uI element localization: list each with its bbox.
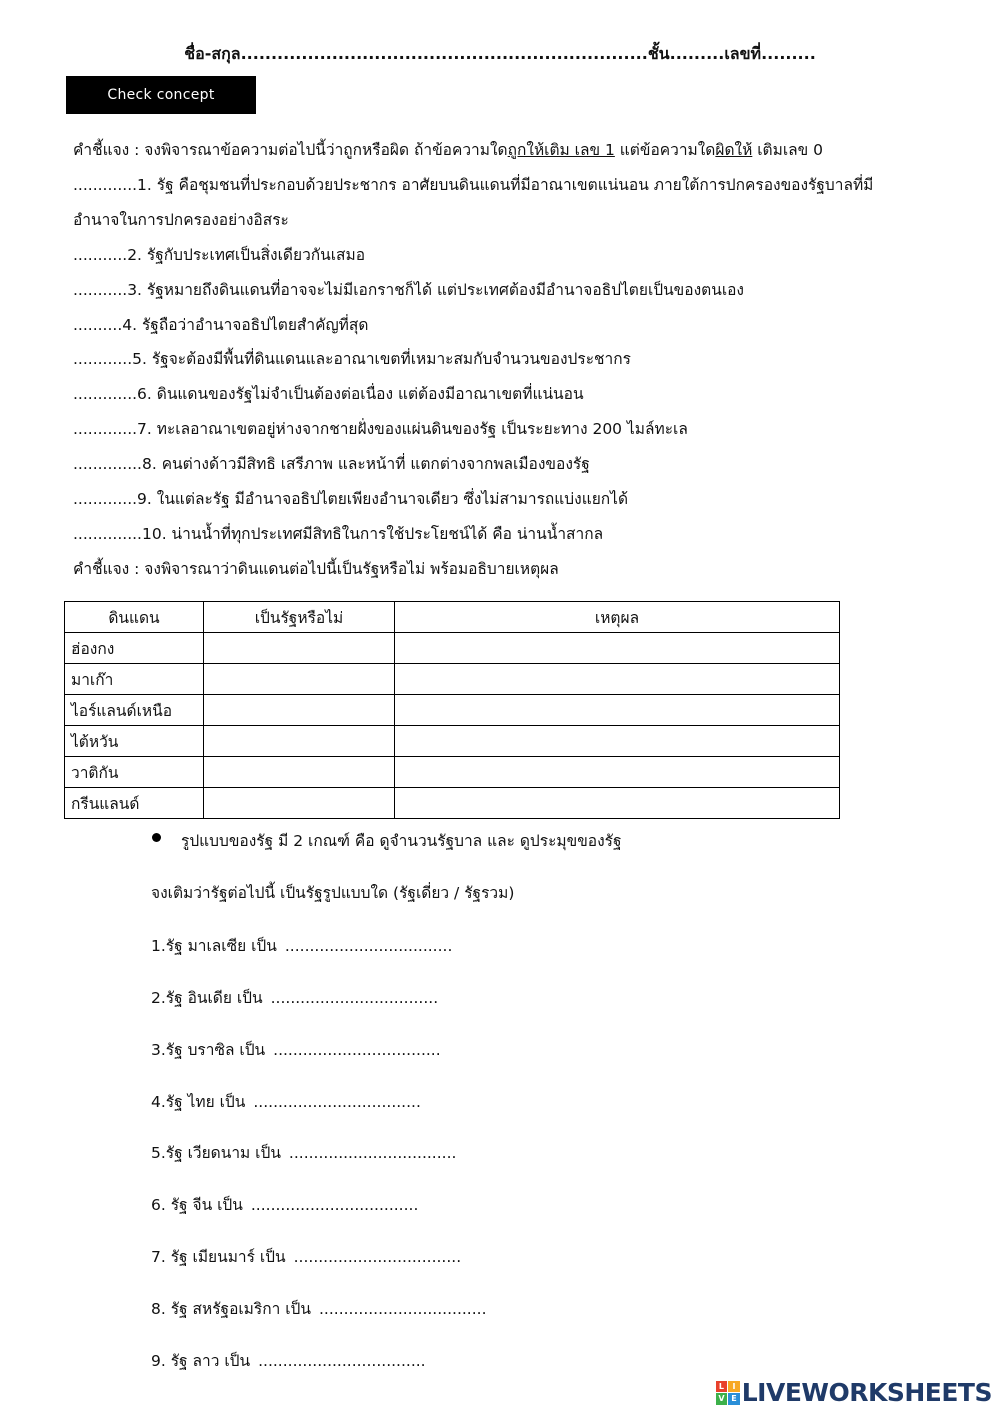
state-label: 2.รัฐ อินเดีย เป็น (151, 989, 263, 1007)
statement-8: ..............8. คนต่างด้าวมีสิทธิ เสรีภาพ และหน้าที่ แตกต่างจากพลเมืองของรัฐ (73, 455, 590, 473)
reason-input[interactable] (395, 664, 840, 695)
is-state-input[interactable] (204, 633, 395, 664)
answer-blank[interactable]: .................................. (253, 1093, 421, 1111)
reason-input[interactable] (395, 757, 840, 788)
reason-input[interactable] (395, 695, 840, 726)
answer-blank[interactable]: .................................. (318, 1300, 487, 1318)
liveworksheets-logo[interactable] (716, 1378, 992, 1407)
state-item (151, 985, 438, 1010)
name-class-number-line: ชื่อ-สกุล...................................................................ชั้น.........เลขที่......... (184, 44, 816, 63)
state-label: 8. รัฐ สหรัฐอเมริกา เป็น (151, 1300, 311, 1318)
answer-blank[interactable]: .................................. (288, 1144, 457, 1162)
is-state-input[interactable] (204, 726, 395, 757)
statement-1: .............1. รัฐ คือชุมชนที่ประกอบด้วยประชากร อาศัยบนดินแดนที่มีอาณาเขตแน่นอน ภายใต้การปกครองของรัฐบาลที่มี (73, 176, 874, 194)
answer-blank[interactable]: .................................. (250, 1196, 419, 1214)
instruction-state-form: จงเติมว่ารัฐต่อไปนี้ เป็นรัฐรูปแบบใด (รัฐเดี่ยว / รัฐรวม) (151, 884, 515, 902)
state-label: 1.รัฐ มาเลเซีย เป็น (151, 937, 277, 955)
mark-e: E (728, 1393, 740, 1405)
instruction-suffix: เติมเลข 0 (752, 141, 824, 159)
state-item (151, 1296, 487, 1321)
answer-blank[interactable]: .................................. (293, 1248, 462, 1266)
state-label: 9. รัฐ ลาว เป็น (151, 1352, 251, 1370)
territory-name: ไอร์แลนด์เหนือ (65, 695, 204, 726)
statement-2: ...........2. รัฐกับประเทศเป็นสิ่งเดียวกันเสมอ (73, 246, 366, 264)
state-item (151, 1089, 421, 1114)
territory-name: กรีนแลนด์ (65, 788, 204, 819)
header-is-state: เป็นรัฐหรือไม่ (204, 602, 395, 633)
is-state-input[interactable] (204, 757, 395, 788)
state-form-criteria: รูปแบบของรัฐ มี 2 เกณฑ์ คือ ดูจำนวนรัฐบาล และ ดูประมุขของรัฐ (181, 832, 622, 850)
header-territory: ดินแดน (65, 602, 204, 633)
instruction-mid: แต่ข้อความใด (614, 141, 716, 159)
state-label: 5.รัฐ เวียดนาม เป็น (151, 1144, 281, 1162)
state-item (151, 1244, 461, 1269)
answer-blank[interactable]: .................................. (284, 937, 453, 955)
instruction-true-false (73, 137, 823, 162)
mark-l: L (716, 1381, 728, 1393)
statement-7: .............7. ทะเลอาณาเขตอยู่ห่างจากชายฝั่งของแผ่นดินของรัฐ เป็นระยะทาง 200 ไมล์ทะเล (73, 420, 688, 438)
answer-blank[interactable]: .................................. (258, 1352, 426, 1370)
table-row (65, 664, 840, 695)
territory-name: วาติกัน (65, 757, 204, 788)
table-header-row (65, 602, 840, 633)
territory-name: ฮ่องกง (65, 633, 204, 664)
reason-input[interactable] (395, 726, 840, 757)
state-item (151, 1348, 426, 1373)
statement-5: ............5. รัฐจะต้องมีพื้นที่ดินแดนและอาณาเขตที่เหมาะสมกับจำนวนของประชากร (73, 350, 631, 368)
is-state-input[interactable] (204, 695, 395, 726)
table-row (65, 695, 840, 726)
instruction-false-rule: ผิดให้ (715, 141, 753, 159)
mark-v: V (716, 1393, 728, 1405)
liveworksheets-mark-icon (716, 1381, 740, 1405)
state-item (151, 1140, 456, 1165)
state-label: 7. รัฐ เมียนมาร์ เป็น (151, 1248, 286, 1266)
header-reason: เหตุผล (395, 602, 840, 633)
statement-9: .............9. ในแต่ละรัฐ มีอำนาจอธิปไตยเพียงอำนาจเดียว ซึ่งไม่สามารถแบ่งแยกได้ (73, 490, 629, 508)
reason-input[interactable] (395, 633, 840, 664)
answer-blank[interactable]: .................................. (273, 1041, 441, 1059)
state-label: 4.รัฐ ไทย เป็น (151, 1093, 246, 1111)
territory-table (64, 601, 840, 819)
statement-10: ..............10. น่านน้ำที่ทุกประเทศมีสิทธิในการใช้ประโยชน์ได้ คือ น่านน้ำสากล (73, 525, 604, 543)
answer-blank[interactable]: .................................. (270, 989, 439, 1007)
state-item (151, 933, 452, 958)
state-item (151, 1192, 418, 1217)
statement-3: ...........3. รัฐหมายถึงดินแดนที่อาจจะไม่มีเอกราชก็ได้ แต่ประเทศต้องมีอำนาจอธิปไตยเป็นของตนเอง (73, 281, 744, 299)
instruction-state-or-not: คำชี้แจง : จงพิจารณาว่าดินแดนต่อไปนี้เป็นรัฐหรือไม่ พร้อมอธิบายเหตุผล (73, 560, 559, 578)
state-item (151, 1037, 441, 1062)
statement-1-cont: อำนาจในการปกครองอย่างอิสระ (73, 211, 289, 229)
table-row (65, 757, 840, 788)
territory-name: ไต้หวัน (65, 726, 204, 757)
instruction-true-rule: ถูกให้เติม เลข 1 (507, 141, 615, 159)
mark-i: I (728, 1381, 740, 1393)
reason-input[interactable] (395, 788, 840, 819)
state-label: 6. รัฐ จีน เป็น (151, 1196, 243, 1214)
instruction-prefix: คำชี้แจง : จงพิจารณาข้อความต่อไปนี้ว่าถูกหรือผิด ถ้าข้อความใด (73, 141, 508, 159)
state-label: 3.รัฐ บราซิล เป็น (151, 1041, 266, 1059)
statement-6: .............6. ดินแดนของรัฐไม่จำเป็นต้องต่อเนื่อง แต่ต้องมีอาณาเขตที่แน่นอน (73, 385, 584, 403)
territory-name: มาเก๊า (65, 664, 204, 695)
is-state-input[interactable] (204, 788, 395, 819)
liveworksheets-wordmark: LIVEWORKSHEETS (741, 1378, 992, 1407)
table-row (65, 788, 840, 819)
check-concept-label: Check concept (66, 76, 256, 114)
table-row (65, 633, 840, 664)
bullet-icon (152, 833, 161, 842)
is-state-input[interactable] (204, 664, 395, 695)
table-row (65, 726, 840, 757)
statement-4: ..........4. รัฐถือว่าอำนาจอธิปไตยสำคัญที่สุด (73, 316, 369, 334)
